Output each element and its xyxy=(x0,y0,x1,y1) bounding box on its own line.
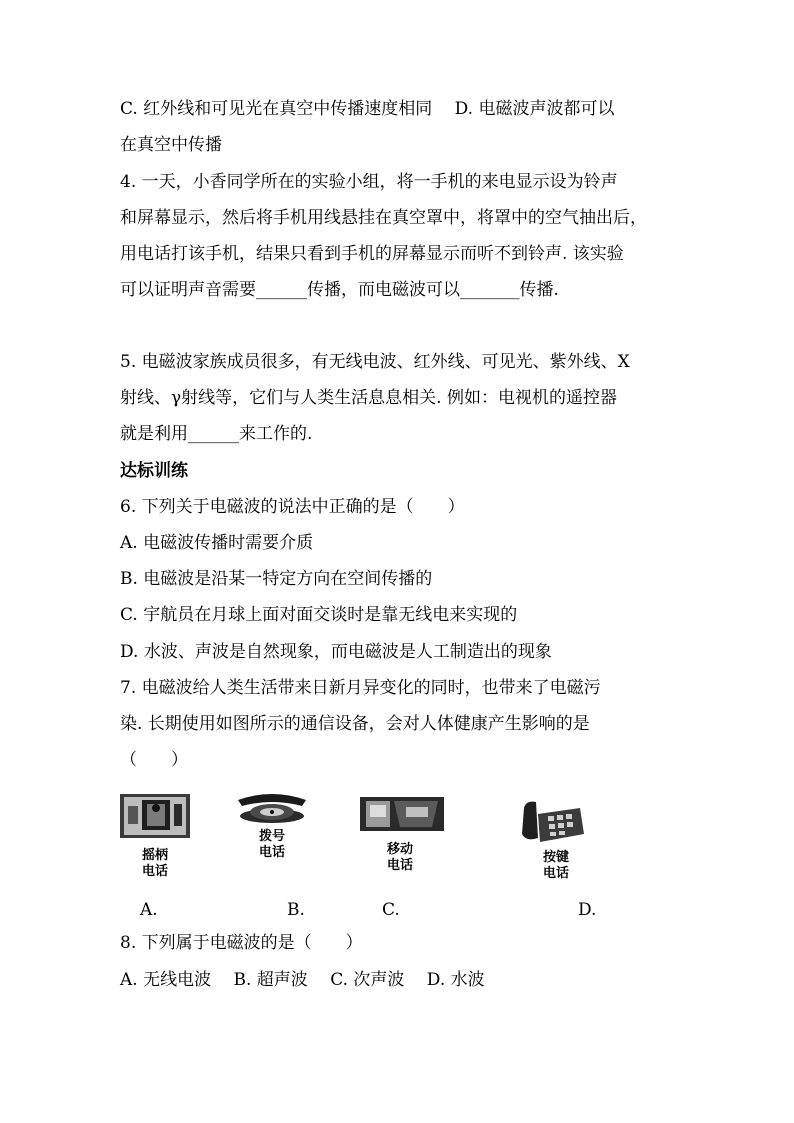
button-phone-icon xyxy=(518,798,586,846)
q4-line-2: 和屏幕显示，然后将手机用线悬挂在真空罩中，将罩中的空气抽出后， xyxy=(120,208,647,228)
q6-stem: 6. 下列关于电磁波的说法中正确的是（ ） xyxy=(120,497,465,517)
q7-option-d: D. xyxy=(578,900,597,920)
crank-phone-icon xyxy=(120,794,190,838)
q7-blank: （ ） xyxy=(120,750,188,770)
q5-line-3: 就是利用______来工作的. xyxy=(120,424,313,444)
q8-stem: 8. 下列属于电磁波的是（ ） xyxy=(120,933,363,953)
q3-option-c-d: C. 红外线和可见光在真空中传播速度相同 D. 电磁波声波都可以 xyxy=(120,99,615,119)
caption-crank-2: 电话 xyxy=(141,864,168,879)
q7-line-2: 染. 长期使用如图所示的通信设备，会对人体健康产生影响的是 xyxy=(120,714,590,734)
caption-button-2: 电话 xyxy=(542,866,569,881)
q6-option-b: B. 电磁波是沿某一特定方向在空间传播的 xyxy=(120,569,433,589)
q3-option-d-cont: 在真空中传播 xyxy=(120,135,222,155)
q7-option-c: C. xyxy=(382,900,400,920)
q6-option-d: D. 水波、声波是自然现象，而电磁波是人工制造出的现象 xyxy=(120,642,552,662)
caption-rotary-2: 电话 xyxy=(258,845,285,860)
caption-mobile-1: 移动 xyxy=(386,842,413,857)
caption-mobile-2: 电话 xyxy=(386,858,413,873)
mobile-phone-icon xyxy=(360,797,444,831)
caption-button-1: 按键 xyxy=(542,850,569,865)
q5-line-2: 射线、γ射线等，它们与人类生活息息相关. 例如：电视机的遥控器 xyxy=(120,388,617,408)
caption-rotary-1: 拨号 xyxy=(258,829,285,844)
q5-line-1: 5. 电磁波家族成员很多，有无线电波、红外线、可见光、紫外线、X xyxy=(120,352,630,372)
rotary-phone-icon xyxy=(228,790,316,824)
q6-option-c: C. 宇航员在月球上面对面交谈时是靠无线电来实现的 xyxy=(120,605,518,625)
q4-line-3: 用电话打该手机，结果只看到手机的屏幕显示而听不到铃声. 该实验 xyxy=(120,244,624,264)
q7-option-a: A. xyxy=(140,900,158,920)
q4-line-1: 4. 一天，小香同学所在的实验小组，将一手机的来电显示设为铃声 xyxy=(120,172,618,192)
q8-options: A. 无线电波 B. 超声波 C. 次声波 D. 水波 xyxy=(120,970,485,990)
q7-option-b: B. xyxy=(287,900,305,920)
section-heading: 达标训练 xyxy=(120,461,188,481)
q4-line-4: 可以证明声音需要______传播，而电磁波可以_______传播. xyxy=(120,280,559,300)
q7-line-1: 7. 电磁波给人类生活带来日新月异变化的同时，也带来了电磁污 xyxy=(120,678,601,698)
caption-crank-1: 摇柄 xyxy=(141,848,168,863)
q6-option-a: A. 电磁波传播时需要介质 xyxy=(120,533,314,553)
